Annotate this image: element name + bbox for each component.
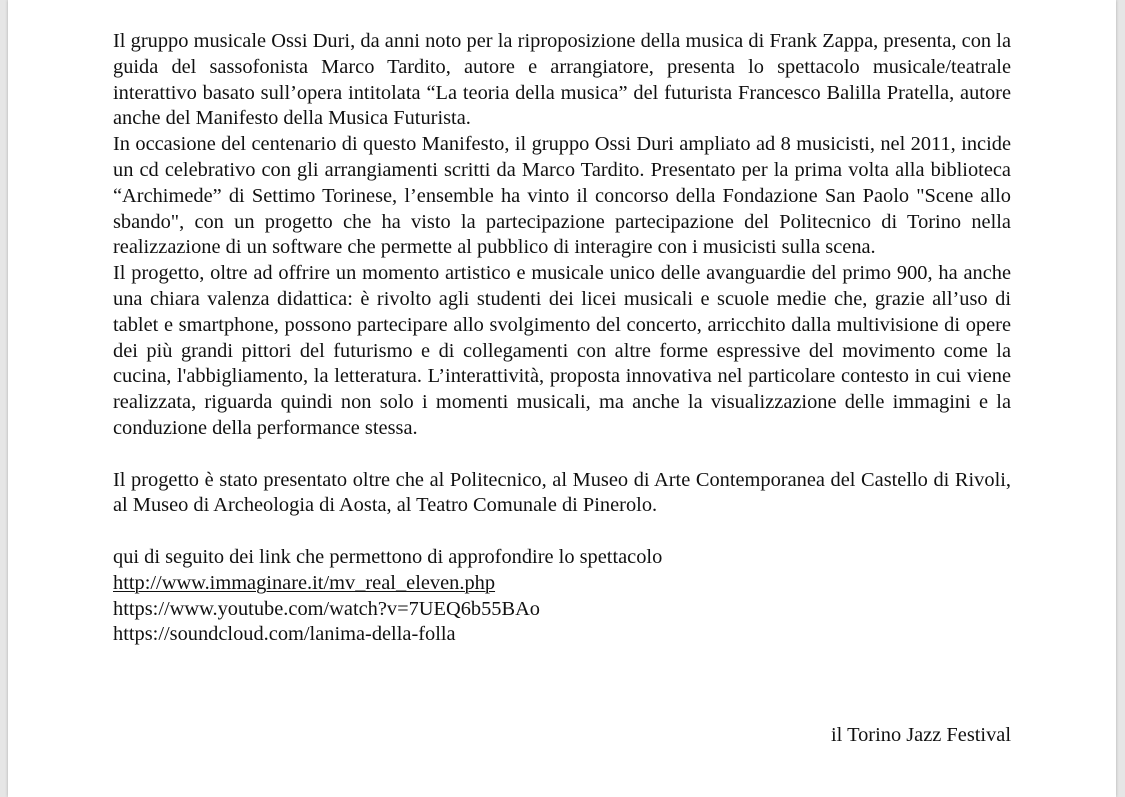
paragraph-project: Il progetto, oltre ad offrire un momento artistico e musicale unico delle avanguardie del primo 900, ha anche una chiara valenza didattica: è rivolto agli studenti dei licei musicali e scuole medie che, grazie all’uso di tablet e smartphone, possono partecipare allo svolgimento del concerto, arricchito dalla multivisione di opere dei più grandi pittori del futurismo e di collegamenti con altre forme espressive del movimento come la cucina, l'abbigliamento, la letteratura. L’interattività, proposta innovativa nel particolare contesto in cui viene realizzata, riguarda quindi non solo i momenti musicali, ma anche la visualizzazione delle immagini e la conduzione della performance stessa. <box>113 262 1011 439</box>
paragraph-spacer <box>113 442 1011 468</box>
paragraph-intro: Il gruppo musicale Ossi Duri, da anni noto per la riproposizione della musica di Frank Zappa, presenta, con la guida del sassofonista Marco Tardito, autore e arrangiatore, presenta lo spettacolo musicale/teatrale interattivo basato sull’opera intitolata “La teoria della musica” del futurista Francesco Balilla Pratella, autore anche del Manifesto della Musica Futurista. <box>113 30 1011 130</box>
link-immaginare[interactable]: http://www.immaginare.it/mv_real_eleven.php <box>113 571 496 594</box>
document-page <box>8 0 1116 797</box>
links-intro: qui di seguito dei link che permettono di approfondire lo spettacolo <box>113 545 663 568</box>
link-youtube: https://www.youtube.com/watch?v=7UEQ6b55BAo <box>113 597 540 620</box>
paragraph-spacer <box>113 519 1011 545</box>
document-body <box>113 29 1011 648</box>
link-soundcloud: https://soundcloud.com/lanima-della-folla <box>113 623 456 646</box>
signature: il Torino Jazz Festival <box>831 724 1011 746</box>
paragraph-venues: Il progetto è stato presentato oltre che al Politecnico, al Museo di Arte Contemporanea del Castello di Rivoli, al Museo di Archeologia di Aosta, al Teatro Comunale di Pinerolo. <box>113 468 1011 517</box>
paragraph-centenary: In occasione del centenario di questo Manifesto, il gruppo Ossi Duri ampliato ad 8 musicisti, nel 2011, incide un cd celebrativo con gli arrangiamenti scritti da Marco Tardito. Presentato per la prima volta alla biblioteca “Archimede” di Settimo Torinese, l’ensemble ha vinto il concorso della Fondazione San Paolo "Scene allo sbando", con un progetto che ha visto la partecipazione partecipazione del Politecnico di Torino nella realizzazione di un software che permette al pubblico di interagire con i musicisti sulla scena. <box>113 133 1011 259</box>
